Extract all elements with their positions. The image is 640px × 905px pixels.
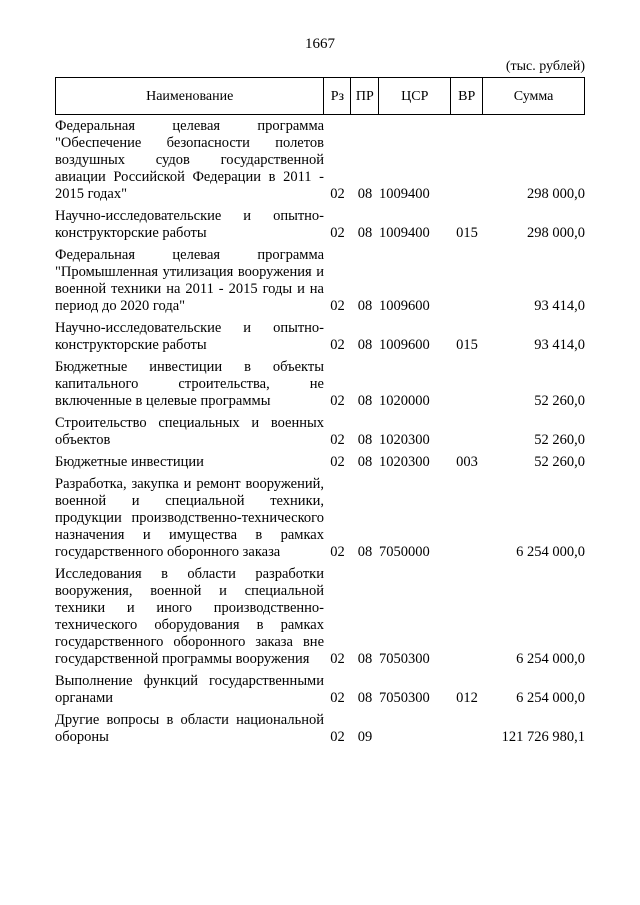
table-row bbox=[55, 476, 585, 561]
cell-vr: 012 bbox=[456, 690, 478, 706]
cell-vr bbox=[451, 566, 483, 668]
cell-rz: 02 bbox=[330, 651, 345, 667]
cell-sum: 6 254 000,0 bbox=[516, 690, 585, 706]
cell-name: Другие вопросы в области национальной обороны bbox=[55, 712, 324, 745]
header-pr: ПР bbox=[351, 78, 379, 115]
cell-name: Выполнение функций государственными органами bbox=[55, 673, 324, 706]
cell-sum: 6 254 000,0 bbox=[516, 544, 585, 560]
cell-csr: 7050300 bbox=[379, 690, 430, 706]
cell-name: Федеральная целевая программа "Обеспечение безопасности полетов воздушных судов государственной авиации Российской Федерации в 2011 - 2015 годах" bbox=[55, 118, 324, 202]
units-label: (тыс. рублей) bbox=[505, 59, 585, 74]
cell-rz: 02 bbox=[330, 729, 345, 745]
cell-sum: 93 414,0 bbox=[534, 337, 585, 353]
cell-csr bbox=[379, 712, 451, 746]
header-csr: ЦСР bbox=[379, 78, 451, 115]
table-row bbox=[55, 208, 585, 242]
table-row bbox=[55, 247, 585, 315]
cell-pr: 08 bbox=[357, 337, 373, 353]
table-row bbox=[55, 712, 585, 746]
table-row bbox=[55, 415, 585, 449]
table-row bbox=[55, 454, 585, 471]
cell-pr: 08 bbox=[357, 651, 373, 667]
cell-rz: 02 bbox=[330, 186, 345, 202]
cell-rz: 02 bbox=[330, 393, 345, 409]
cell-csr: 7050300 bbox=[379, 651, 430, 667]
cell-pr: 08 bbox=[357, 454, 373, 470]
cell-rz: 02 bbox=[330, 432, 345, 448]
cell-vr bbox=[451, 359, 483, 410]
cell-pr: 08 bbox=[357, 186, 373, 202]
cell-name: Федеральная целевая программа "Промышленная утилизация вооружения и военной техники на 2011 - 2015 годы и на период до 2020 года" bbox=[55, 247, 324, 314]
cell-pr: 08 bbox=[357, 225, 373, 241]
table-row bbox=[55, 566, 585, 668]
cell-vr: 015 bbox=[456, 337, 478, 353]
cell-vr bbox=[451, 712, 483, 746]
cell-vr bbox=[451, 476, 483, 561]
cell-pr: 08 bbox=[357, 690, 373, 706]
cell-name: Бюджетные инвестиции bbox=[55, 454, 204, 470]
cell-csr: 7050000 bbox=[379, 544, 430, 560]
table-header bbox=[55, 77, 585, 115]
cell-pr: 08 bbox=[357, 432, 373, 448]
cell-vr bbox=[451, 415, 483, 449]
table-row bbox=[55, 320, 585, 354]
cell-pr: 08 bbox=[357, 298, 373, 314]
cell-name: Бюджетные инвестиции в объекты капитального строительства, не включенные в целевые программы bbox=[55, 359, 324, 409]
page-number: 1667 bbox=[305, 36, 335, 52]
cell-name: Научно-исследовательские и опытно-конструкторские работы bbox=[55, 320, 324, 353]
cell-sum: 298 000,0 bbox=[527, 225, 585, 241]
cell-vr: 003 bbox=[456, 454, 478, 470]
cell-csr: 1009400 bbox=[379, 186, 430, 202]
cell-csr: 1020000 bbox=[379, 393, 430, 409]
cell-rz: 02 bbox=[330, 454, 345, 470]
cell-rz: 02 bbox=[330, 225, 345, 241]
cell-pr: 08 bbox=[357, 544, 373, 560]
cell-pr: 08 bbox=[357, 393, 373, 409]
table-row bbox=[55, 673, 585, 707]
table-row bbox=[55, 118, 585, 203]
cell-name: Строительство специальных и военных объектов bbox=[55, 415, 324, 448]
cell-rz: 02 bbox=[330, 544, 345, 560]
cell-sum: 121 726 980,1 bbox=[501, 729, 585, 745]
cell-sum: 298 000,0 bbox=[527, 186, 585, 202]
cell-name: Исследования в области разработки вооружения, военной и специальной техники и иного производственно-технического оборудования в рамках государственного оборонного заказа вне государственной программы вооружения bbox=[55, 566, 324, 667]
cell-csr: 1009600 bbox=[379, 298, 430, 314]
table-row bbox=[55, 359, 585, 410]
cell-pr: 09 bbox=[357, 729, 373, 745]
header-vr: ВР bbox=[451, 78, 483, 115]
cell-csr: 1020300 bbox=[379, 432, 430, 448]
cell-sum: 52 260,0 bbox=[534, 432, 585, 448]
cell-csr: 1009400 bbox=[379, 225, 430, 241]
budget-table bbox=[55, 118, 585, 746]
cell-sum: 6 254 000,0 bbox=[516, 651, 585, 667]
cell-vr bbox=[451, 247, 483, 315]
header-rz: Рз bbox=[324, 78, 351, 115]
cell-name: Разработка, закупка и ремонт вооружений, военной и специальной техники, продукции производственно-технического назначения и имущества в рамках государственного оборонного заказа bbox=[55, 476, 324, 560]
cell-vr bbox=[451, 118, 483, 203]
header-name: Наименование bbox=[56, 78, 324, 115]
cell-csr: 1009600 bbox=[379, 337, 430, 353]
cell-name: Научно-исследовательские и опытно-конструкторские работы bbox=[55, 208, 324, 241]
cell-sum: 52 260,0 bbox=[534, 393, 585, 409]
cell-rz: 02 bbox=[330, 298, 345, 314]
header-sum: Сумма bbox=[483, 78, 585, 115]
cell-rz: 02 bbox=[330, 337, 345, 353]
cell-sum: 93 414,0 bbox=[534, 298, 585, 314]
cell-rz: 02 bbox=[330, 690, 345, 706]
cell-sum: 52 260,0 bbox=[534, 454, 585, 470]
cell-csr: 1020300 bbox=[379, 454, 430, 470]
cell-vr: 015 bbox=[456, 225, 478, 241]
